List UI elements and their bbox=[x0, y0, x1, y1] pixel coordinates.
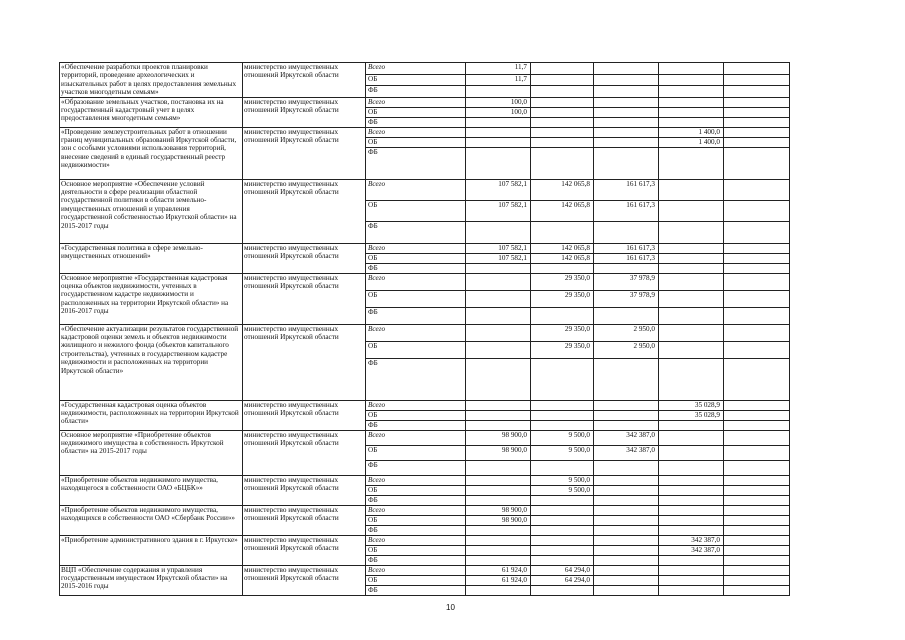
amount-cell: 64 294,0 bbox=[531, 575, 594, 585]
amount-cell: 37 978,9 bbox=[594, 290, 659, 307]
amount-cell bbox=[659, 420, 724, 430]
funding-source-cell: ФБ bbox=[366, 117, 466, 127]
amount-cell bbox=[594, 137, 659, 147]
funding-source-cell: ОБ bbox=[366, 253, 466, 263]
amount-cell: 342 387,0 bbox=[594, 445, 659, 460]
program-name-cell: «Проведение землеустроительных работ в отношении границ муниципальных образований Иркутской области, зон с особыми условиями использования территорий, внесение сведений в единый государственный реестр недвижимости» bbox=[60, 127, 243, 179]
amount-cell bbox=[531, 358, 594, 400]
amount-cell bbox=[724, 74, 790, 86]
amount-cell bbox=[659, 243, 724, 253]
amount-cell bbox=[466, 263, 531, 273]
program-name-cell: Основное мероприятие «Государственная кадастровая оценка объектов недвижимости, учтенных в государственном кадастре недвижимости и расположенных на территории Иркутской области» на 2016-2017 годы bbox=[60, 273, 243, 324]
amount-cell bbox=[531, 515, 594, 525]
amount-cell bbox=[594, 147, 659, 179]
amount-cell bbox=[466, 400, 531, 410]
amount-cell bbox=[531, 495, 594, 505]
funding-source-cell: ОБ bbox=[366, 74, 466, 86]
amount-cell bbox=[724, 273, 790, 290]
amount-cell bbox=[659, 253, 724, 263]
amount-cell bbox=[724, 475, 790, 485]
responsible-cell: министерство имущественных отношений Иркутской области bbox=[243, 565, 366, 595]
amount-cell bbox=[724, 253, 790, 263]
amount-cell: 98 900,0 bbox=[466, 505, 531, 515]
amount-cell: 2 950,0 bbox=[594, 341, 659, 358]
amount-cell bbox=[659, 263, 724, 273]
funding-source-cell: ФБ bbox=[366, 495, 466, 505]
amount-cell bbox=[724, 400, 790, 410]
amount-cell bbox=[659, 460, 724, 475]
amount-cell bbox=[724, 97, 790, 107]
funding-source-cell: Всего bbox=[366, 273, 466, 290]
amount-cell: 107 582,1 bbox=[466, 179, 531, 200]
amount-cell bbox=[594, 545, 659, 555]
amount-cell bbox=[531, 221, 594, 243]
amount-cell bbox=[659, 117, 724, 127]
amount-cell bbox=[594, 97, 659, 107]
responsible-cell: министерство имущественных отношений Иркутской области bbox=[243, 324, 366, 400]
amount-cell bbox=[724, 147, 790, 179]
amount-cell bbox=[659, 525, 724, 535]
funding-source-cell: ФБ bbox=[366, 525, 466, 535]
funding-source-cell: ОБ bbox=[366, 107, 466, 117]
responsible-cell: министерство имущественных отношений Иркутской области bbox=[243, 179, 366, 243]
amount-cell: 9 500,0 bbox=[531, 475, 594, 485]
funding-source-cell: ОБ bbox=[366, 515, 466, 525]
amount-cell bbox=[724, 410, 790, 420]
amount-cell bbox=[594, 74, 659, 86]
funding-source-cell: Всего bbox=[366, 179, 466, 200]
funding-source-cell: Всего bbox=[366, 475, 466, 485]
amount-cell bbox=[659, 74, 724, 86]
amount-cell bbox=[659, 445, 724, 460]
amount-cell bbox=[531, 535, 594, 545]
program-name-cell: «Приобретение объектов недвижимого имущества, находящегося в собственности ОАО «БЦБК»» bbox=[60, 475, 243, 505]
amount-cell bbox=[594, 525, 659, 535]
amount-cell bbox=[724, 495, 790, 505]
amount-cell: 142 065,8 bbox=[531, 253, 594, 263]
amount-cell bbox=[724, 307, 790, 324]
responsible-cell: министерство имущественных отношений Иркутской области bbox=[243, 400, 366, 430]
program-name-cell: ВЦП «Обеспечение содержания и управления государственным имуществом Иркутской области» на 2015-2016 годы bbox=[60, 565, 243, 595]
table-row bbox=[60, 535, 790, 545]
amount-cell bbox=[531, 525, 594, 535]
amount-cell bbox=[659, 565, 724, 575]
amount-cell: 342 387,0 bbox=[594, 430, 659, 445]
amount-cell bbox=[594, 263, 659, 273]
amount-cell: 61 924,0 bbox=[466, 575, 531, 585]
amount-cell: 98 900,0 bbox=[466, 430, 531, 445]
amount-cell bbox=[531, 263, 594, 273]
amount-cell bbox=[724, 515, 790, 525]
amount-cell bbox=[594, 505, 659, 515]
program-name-cell: «Образование земельных участков, постановка их на государственный кадастровый учет в целях предоставления многодетным семьям» bbox=[60, 97, 243, 127]
amount-cell bbox=[594, 358, 659, 400]
amount-cell bbox=[594, 63, 659, 75]
amount-cell bbox=[531, 137, 594, 147]
amount-cell bbox=[466, 273, 531, 290]
amount-cell: 1 400,0 bbox=[659, 137, 724, 147]
funding-source-cell: ОБ bbox=[366, 410, 466, 420]
amount-cell bbox=[466, 475, 531, 485]
amount-cell bbox=[531, 74, 594, 86]
responsible-cell: министерство имущественных отношений Иркутской области bbox=[243, 505, 366, 535]
amount-cell bbox=[531, 86, 594, 98]
amount-cell: 161 617,3 bbox=[594, 243, 659, 253]
amount-cell bbox=[594, 565, 659, 575]
table-row bbox=[60, 63, 790, 75]
amount-cell bbox=[724, 221, 790, 243]
amount-cell bbox=[594, 485, 659, 495]
amount-cell: 61 924,0 bbox=[466, 565, 531, 575]
funding-source-cell: Всего bbox=[366, 430, 466, 445]
amount-cell bbox=[531, 147, 594, 179]
table-row bbox=[60, 97, 790, 107]
amount-cell bbox=[594, 515, 659, 525]
responsible-cell: министерство имущественных отношений Иркутской области bbox=[243, 535, 366, 565]
responsible-cell: министерство имущественных отношений Иркутской области bbox=[243, 63, 366, 98]
amount-cell bbox=[531, 505, 594, 515]
responsible-cell: министерство имущественных отношений Иркутской области bbox=[243, 243, 366, 273]
amount-cell: 37 978,9 bbox=[594, 273, 659, 290]
amount-cell: 29 350,0 bbox=[531, 341, 594, 358]
table-row bbox=[60, 430, 790, 445]
amount-cell bbox=[466, 525, 531, 535]
table-row bbox=[60, 475, 790, 485]
budget-table bbox=[59, 62, 790, 596]
amount-cell bbox=[594, 86, 659, 98]
amount-cell: 29 350,0 bbox=[531, 273, 594, 290]
amount-cell bbox=[594, 475, 659, 485]
table-row bbox=[60, 400, 790, 410]
amount-cell bbox=[724, 86, 790, 98]
amount-cell: 9 500,0 bbox=[531, 485, 594, 495]
amount-cell bbox=[594, 117, 659, 127]
program-name-cell: «Государственная кадастровая оценка объектов недвижимости, расположенных на территории Иркутской области» bbox=[60, 400, 243, 430]
amount-cell: 161 617,3 bbox=[594, 253, 659, 263]
amount-cell: 107 582,1 bbox=[466, 243, 531, 253]
responsible-cell: министерство имущественных отношений Иркутской области bbox=[243, 430, 366, 475]
amount-cell bbox=[594, 495, 659, 505]
table-row bbox=[60, 179, 790, 200]
responsible-cell: министерство имущественных отношений Иркутской области bbox=[243, 127, 366, 179]
amount-cell bbox=[466, 307, 531, 324]
amount-cell bbox=[659, 63, 724, 75]
amount-cell bbox=[466, 117, 531, 127]
program-name-cell: «Приобретение объектов недвижимого имущества, находящихся в собственности ОАО «Сбербанк России»» bbox=[60, 505, 243, 535]
funding-source-cell: Всего bbox=[366, 97, 466, 107]
program-name-cell: «Обеспечение актуализации результатов государственной кадастровой оценки земель и объектов недвижимости жилищного и нежилого фонда (объектов капитального строительства), учтенных в государственном кадастре недвижимости и расположенных на территории Иркутской области» bbox=[60, 324, 243, 400]
amount-cell bbox=[724, 127, 790, 137]
funding-source-cell: Всего bbox=[366, 63, 466, 75]
funding-source-cell: Всего bbox=[366, 565, 466, 575]
amount-cell: 98 900,0 bbox=[466, 515, 531, 525]
program-name-cell: Основное мероприятие «Обеспечение условий деятельности в сфере реализации областной государственной политики в области земельно-имущественных отношений и управления государственной собственностью Иркутской области» на 2015-2017 годы bbox=[60, 179, 243, 243]
funding-source-cell: ФБ bbox=[366, 358, 466, 400]
amount-cell bbox=[659, 475, 724, 485]
amount-cell: 100,0 bbox=[466, 97, 531, 107]
amount-cell bbox=[531, 555, 594, 565]
amount-cell bbox=[659, 495, 724, 505]
amount-cell bbox=[724, 525, 790, 535]
amount-cell bbox=[594, 307, 659, 324]
amount-cell: 29 350,0 bbox=[531, 290, 594, 307]
amount-cell bbox=[724, 117, 790, 127]
amount-cell bbox=[531, 460, 594, 475]
amount-cell bbox=[724, 358, 790, 400]
amount-cell bbox=[659, 179, 724, 200]
funding-source-cell: Всего bbox=[366, 324, 466, 341]
amount-cell bbox=[659, 221, 724, 243]
amount-cell bbox=[466, 137, 531, 147]
amount-cell: 107 582,1 bbox=[466, 200, 531, 221]
amount-cell bbox=[724, 430, 790, 445]
amount-cell: 9 500,0 bbox=[531, 430, 594, 445]
funding-source-cell: ОБ bbox=[366, 445, 466, 460]
amount-cell bbox=[594, 585, 659, 595]
amount-cell bbox=[724, 420, 790, 430]
amount-cell bbox=[724, 575, 790, 585]
amount-cell: 342 387,0 bbox=[659, 535, 724, 545]
amount-cell bbox=[724, 137, 790, 147]
amount-cell bbox=[659, 86, 724, 98]
amount-cell bbox=[724, 200, 790, 221]
amount-cell bbox=[659, 515, 724, 525]
amount-cell bbox=[724, 485, 790, 495]
amount-cell bbox=[594, 555, 659, 565]
amount-cell bbox=[466, 545, 531, 555]
funding-source-cell: ФБ bbox=[366, 147, 466, 179]
amount-cell bbox=[659, 585, 724, 595]
amount-cell bbox=[531, 545, 594, 555]
amount-cell bbox=[531, 585, 594, 595]
funding-source-cell: Всего bbox=[366, 535, 466, 545]
funding-source-cell: ОБ bbox=[366, 200, 466, 221]
amount-cell bbox=[531, 97, 594, 107]
amount-cell bbox=[466, 324, 531, 341]
amount-cell bbox=[466, 485, 531, 495]
amount-cell bbox=[466, 147, 531, 179]
amount-cell bbox=[724, 263, 790, 273]
amount-cell: 64 294,0 bbox=[531, 565, 594, 575]
amount-cell bbox=[724, 565, 790, 575]
program-name-cell: «Государственная политика в сфере земельно-имущественных отношений» bbox=[60, 243, 243, 273]
amount-cell: 35 028,9 bbox=[659, 400, 724, 410]
amount-cell bbox=[531, 420, 594, 430]
amount-cell bbox=[466, 127, 531, 137]
amount-cell bbox=[466, 460, 531, 475]
amount-cell bbox=[724, 341, 790, 358]
table-row bbox=[60, 565, 790, 575]
amount-cell bbox=[594, 535, 659, 545]
table-row bbox=[60, 127, 790, 137]
amount-cell: 35 028,9 bbox=[659, 410, 724, 420]
amount-cell bbox=[466, 410, 531, 420]
funding-source-cell: Всего bbox=[366, 243, 466, 253]
funding-source-cell: ОБ bbox=[366, 485, 466, 495]
amount-cell bbox=[594, 221, 659, 243]
amount-cell bbox=[659, 575, 724, 585]
responsible-cell: министерство имущественных отношений Иркутской области bbox=[243, 97, 366, 127]
funding-source-cell: Всего bbox=[366, 127, 466, 137]
amount-cell bbox=[466, 221, 531, 243]
amount-cell bbox=[659, 485, 724, 495]
amount-cell bbox=[531, 400, 594, 410]
amount-cell bbox=[659, 307, 724, 324]
amount-cell bbox=[659, 273, 724, 290]
amount-cell bbox=[659, 107, 724, 117]
amount-cell bbox=[466, 495, 531, 505]
amount-cell bbox=[659, 147, 724, 179]
amount-cell bbox=[724, 505, 790, 515]
amount-cell bbox=[659, 324, 724, 341]
amount-cell: 342 387,0 bbox=[659, 545, 724, 555]
responsible-cell: министерство имущественных отношений Иркутской области bbox=[243, 475, 366, 505]
funding-source-cell: ФБ bbox=[366, 221, 466, 243]
responsible-cell: министерство имущественных отношений Иркутской области bbox=[243, 273, 366, 324]
amount-cell bbox=[531, 410, 594, 420]
page-number: 10 bbox=[446, 603, 455, 612]
funding-source-cell: ФБ bbox=[366, 555, 466, 565]
amount-cell bbox=[594, 460, 659, 475]
funding-source-cell: ОБ bbox=[366, 545, 466, 555]
funding-source-cell: ФБ bbox=[366, 585, 466, 595]
funding-source-cell: ФБ bbox=[366, 420, 466, 430]
amount-cell: 9 500,0 bbox=[531, 445, 594, 460]
amount-cell bbox=[594, 420, 659, 430]
funding-source-cell: ФБ bbox=[366, 307, 466, 324]
amount-cell bbox=[659, 341, 724, 358]
amount-cell bbox=[724, 63, 790, 75]
table-row bbox=[60, 273, 790, 290]
amount-cell bbox=[724, 107, 790, 117]
amount-cell bbox=[531, 307, 594, 324]
amount-cell bbox=[724, 324, 790, 341]
program-name-cell: «Приобретение административного здания в г. Иркутске» bbox=[60, 535, 243, 565]
funding-source-cell: ОБ bbox=[366, 290, 466, 307]
amount-cell: 142 065,8 bbox=[531, 179, 594, 200]
amount-cell bbox=[466, 420, 531, 430]
amount-cell bbox=[659, 290, 724, 307]
amount-cell: 161 617,3 bbox=[594, 179, 659, 200]
amount-cell bbox=[659, 505, 724, 515]
table-row bbox=[60, 243, 790, 253]
amount-cell: 98 900,0 bbox=[466, 445, 531, 460]
amount-cell: 107 582,1 bbox=[466, 253, 531, 263]
table-row bbox=[60, 505, 790, 515]
amount-cell bbox=[466, 341, 531, 358]
amount-cell: 142 065,8 bbox=[531, 200, 594, 221]
amount-cell bbox=[466, 290, 531, 307]
amount-cell bbox=[594, 410, 659, 420]
program-name-cell: «Обеспечение разработки проектов планировки территорий, проведение археологических и изыскательных работ в целях предоставления земельных участков многодетным семьям» bbox=[60, 63, 243, 98]
amount-cell bbox=[466, 358, 531, 400]
amount-cell: 11,7 bbox=[466, 63, 531, 75]
amount-cell bbox=[724, 460, 790, 475]
funding-source-cell: ОБ bbox=[366, 137, 466, 147]
amount-cell bbox=[531, 107, 594, 117]
amount-cell bbox=[659, 200, 724, 221]
amount-cell bbox=[724, 290, 790, 307]
funding-source-cell: ФБ bbox=[366, 86, 466, 98]
amount-cell bbox=[531, 63, 594, 75]
amount-cell bbox=[659, 97, 724, 107]
amount-cell: 11,7 bbox=[466, 74, 531, 86]
amount-cell bbox=[724, 555, 790, 565]
amount-cell: 1 400,0 bbox=[659, 127, 724, 137]
amount-cell bbox=[466, 535, 531, 545]
amount-cell bbox=[594, 107, 659, 117]
funding-source-cell: ФБ bbox=[366, 263, 466, 273]
amount-cell bbox=[594, 400, 659, 410]
amount-cell bbox=[594, 575, 659, 585]
amount-cell bbox=[594, 127, 659, 137]
funding-source-cell: Всего bbox=[366, 505, 466, 515]
amount-cell: 142 065,8 bbox=[531, 243, 594, 253]
amount-cell: 2 950,0 bbox=[594, 324, 659, 341]
amount-cell bbox=[659, 430, 724, 445]
amount-cell bbox=[466, 555, 531, 565]
amount-cell: 29 350,0 bbox=[531, 324, 594, 341]
amount-cell bbox=[724, 585, 790, 595]
table-row bbox=[60, 324, 790, 341]
funding-source-cell: ФБ bbox=[366, 460, 466, 475]
funding-source-cell: Всего bbox=[366, 400, 466, 410]
amount-cell bbox=[724, 545, 790, 555]
amount-cell: 161 617,3 bbox=[594, 200, 659, 221]
amount-cell bbox=[466, 585, 531, 595]
amount-cell: 100,0 bbox=[466, 107, 531, 117]
funding-source-cell: ОБ bbox=[366, 341, 466, 358]
amount-cell bbox=[724, 179, 790, 200]
amount-cell bbox=[531, 127, 594, 137]
amount-cell bbox=[659, 555, 724, 565]
amount-cell bbox=[531, 117, 594, 127]
funding-source-cell: ОБ bbox=[366, 575, 466, 585]
program-name-cell: Основное мероприятие «Приобретение объектов недвижимого имущества в собственность Иркутской области» на 2015-2017 годы bbox=[60, 430, 243, 475]
amount-cell bbox=[724, 535, 790, 545]
amount-cell bbox=[724, 243, 790, 253]
amount-cell bbox=[659, 358, 724, 400]
amount-cell bbox=[466, 86, 531, 98]
amount-cell bbox=[724, 445, 790, 460]
